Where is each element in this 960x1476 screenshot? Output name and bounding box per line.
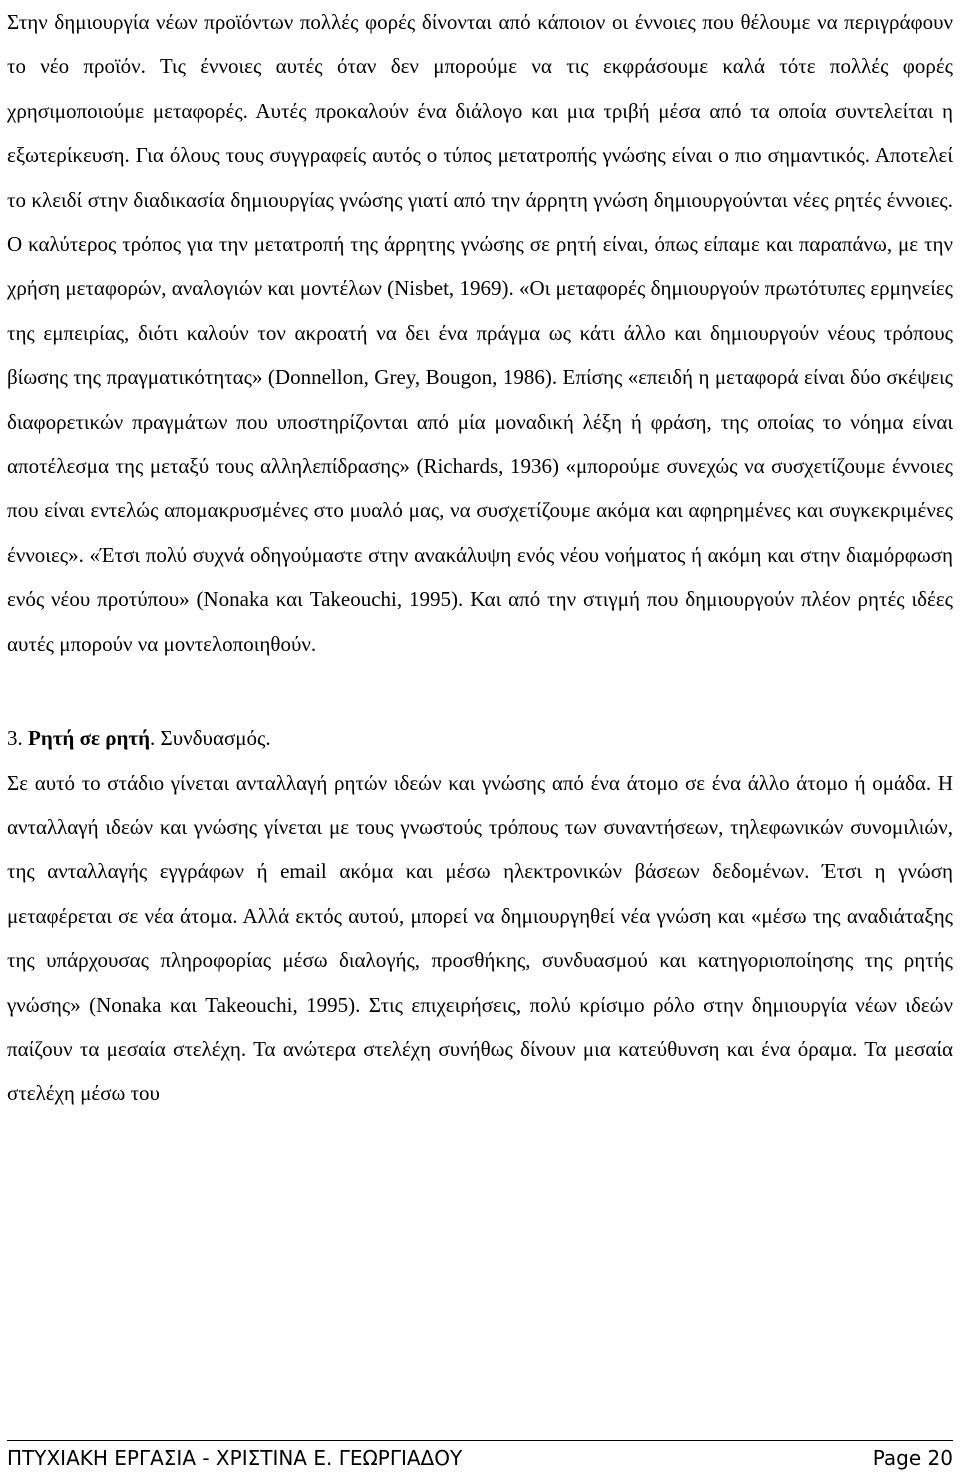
section-number: 3. [7,726,28,751]
page-body [7,0,953,1116]
section-title-rest: . Συνδυασμός. [150,726,271,751]
page-footer [7,1440,953,1476]
page-number: Page 20 [872,1446,953,1470]
paragraph-metaphors: Στην δημιουργία νέων προϊόντων πολλές φορές δίνονται από κάποιον οι έννοιες που θέλουμε να περιγράφουν το νέο προϊόν. Τις έννοιες αυτές όταν δεν μπορούμε να τις εκφράσουμε καλά τότε πολλές φορές χρησιμοποιούμε μεταφορές. Αυτές προκαλούν ένα διάλογο και μια τριβή μέσα από τα οποία συντελείται η εξωτερίκευση. Για όλους τους συγγραφείς αυτός ο τύπος μετατροπής γνώσης είναι ο πιο σημαντικός. Αποτελεί το κλειδί στην διαδικασία δημιουργίας γνώσης γιατί από την άρρητη γνώση δημιουργούνται νέες ρητές έννοιες. Ο καλύτερος τρόπος για την μετατροπή της άρρητης γνώσης σε ρητή είναι, όπως είπαμε και παραπάνω, με την χρήση μεταφορών, αναλογιών και μοντέλων (Nisbet, 1969). «Οι μεταφορές δημιουργούν πρωτότυπες ερμηνείες της εμπειρίας, διότι καλούν τον ακροατή να δει ένα πράγμα ως κάτι άλλο και δημιουργούν νέους τρόπους βίωσης της πραγματικότητας» (Donnellon, Grey, Bougon, 1986). Επίσης «επειδή η μεταφορά είναι δύο σκέψεις διαφορετικών πραγμάτων που υποστηρίζονται από μία μοναδική λέξη ή φράση, της οποίας το νόημα είναι αποτέλεσμα της μεταξύ τους αλληλεπίδρασης» (Richards, 1936) «μπορούμε συνεχώς να συσχετίζουμε έννοιες που είναι εντελώς απομακρυσμένες στο μυαλό μας, να συσχετίζουμε ακόμα και αφηρημένες και συγκεκριμένες έννοιες». «Έτσι πολύ συχνά οδηγούμαστε στην ανακάλυψη ενός νέου νοήματος ή ακόμη και στην διαμόρφωση ενός νέου προτύπου» (Nonaka και Takeouchi, 1995). Και από την στιγμή που δημιουργούν πλέον ρητές ιδέες αυτές μπορούν να μοντελοποιηθούν. [7,10,953,656]
paragraph-gap [7,666,953,716]
footer-title: ΠΤΥΧΙΑΚΗ ΕΡΓΑΣΙΑ - ΧΡΙΣΤΙΝΑ Ε. ΓΕΩΡΓΙΑΔΟΥ [7,1446,463,1470]
section-title-bold: Ρητή σε ρητή [28,726,151,751]
footer-rule [7,1440,953,1441]
paragraph-combination: Σε αυτό το στάδιο γίνεται ανταλλαγή ρητών ιδεών και γνώσης από ένα άτομο σε ένα άλλο άτομο ή ομάδα. Η ανταλλαγή ιδεών και γνώσης γίνεται με τους γνωστούς τρόπους των συναντήσεων, τηλεφωνικών συνομιλιών, της ανταλλαγής εγγράφων ή email ακόμα και μέσω ηλεκτρονικών βάσεων δεδομένων. Έτσι η γνώση μεταφέρεται σε νέα άτομα. Αλλά εκτός αυτού, μπορεί να δημιουργηθεί νέα γνώση και «μέσω της αναδιάταξης της υπάρχουσας πληροφορίας μέσω διαλογής, προσθήκης, συνδυασμού και κατηγοριοποίησης της ρητής γνώσης» (Nonaka και Takeouchi, 1995). Στις επιχειρήσεις, πολύ κρίσιμο ρόλο στην δημιουργία νέων ιδεών παίζουν τα μεσαία στελέχη. Τα ανώτερα στελέχη συνήθως δίνουν μια κατεύθυνση και ένα όραμα. Τα μεσαία στελέχη μέσω του [7,770,953,1106]
section-heading [7,716,953,760]
